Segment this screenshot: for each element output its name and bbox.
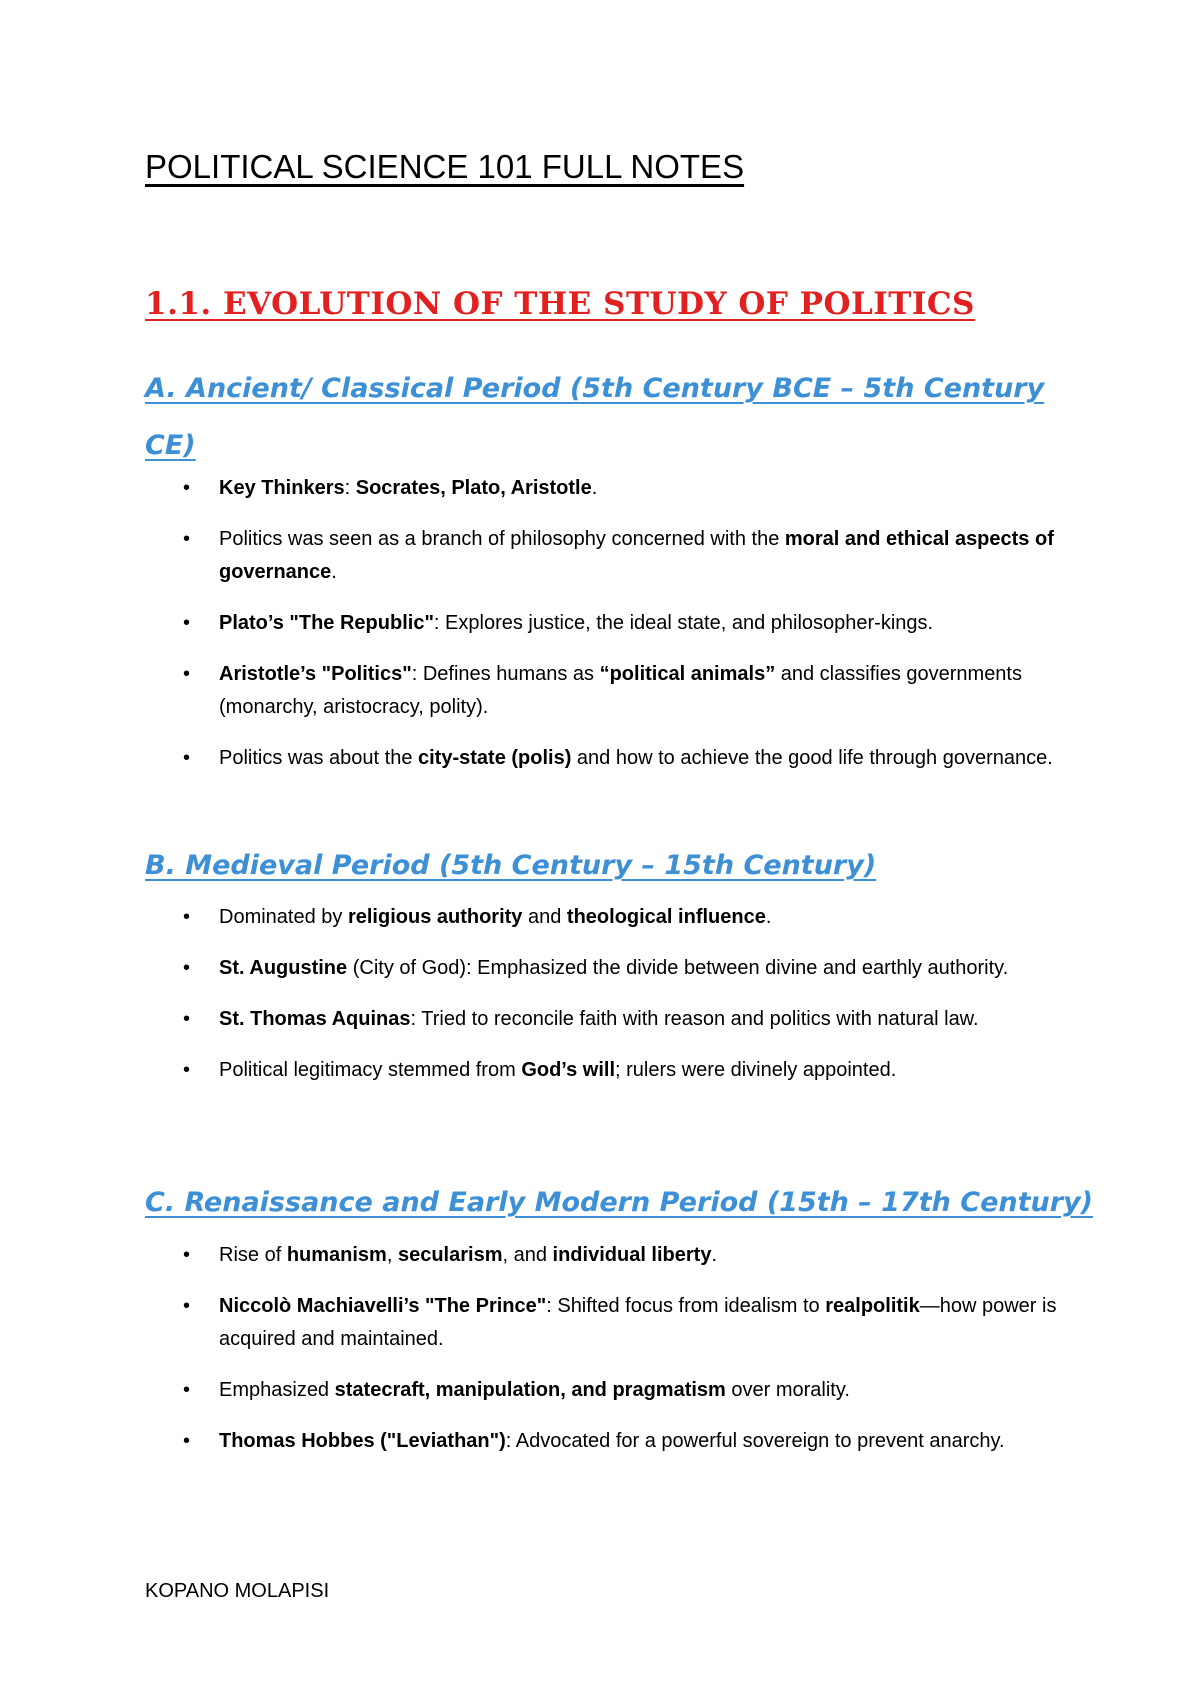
bullet-bold-text: St. Thomas Aquinas xyxy=(219,1008,411,1030)
bullet-text: . xyxy=(331,561,337,583)
bullet-item xyxy=(0,1239,1069,1272)
bullet-bold-text: Niccolò Machiavelli’s "The Prince" xyxy=(219,1295,547,1317)
bullet-bold-text: statecraft, manipulation, and pragmatism xyxy=(334,1379,726,1401)
bullet-bold-text: religious authority xyxy=(347,906,523,928)
bullet-dot-icon: • xyxy=(183,1430,191,1452)
bullet-item xyxy=(0,1003,1069,1036)
bullet-dot-icon: • xyxy=(183,477,191,499)
bullet-bold-text: “political animals” xyxy=(599,663,776,685)
bullet-bold-text: humanism xyxy=(286,1244,387,1266)
bullet-bold-text: moral and ethical aspects of governance xyxy=(219,528,1054,583)
bullet-text: . xyxy=(711,1244,718,1266)
bullet-item xyxy=(0,472,1069,505)
bullet-dot-icon: • xyxy=(183,1008,191,1030)
bullet-bold-text: realpolitik xyxy=(825,1295,920,1317)
bullet-text: Political legitimacy stemmed from xyxy=(219,1059,522,1081)
bullet-text: : Advocated for a powerful sovereign to prevent anarchy. xyxy=(505,1430,1005,1452)
bullet-text: . xyxy=(591,477,598,499)
bullet-dot-icon: • xyxy=(183,1379,191,1401)
bullet-item xyxy=(0,658,1069,724)
bullet-dot-icon: • xyxy=(183,1244,191,1266)
bullet-text: (City of God): Emphasized the divide between divine and earthly authority. xyxy=(347,957,1009,979)
bullet-dot-icon: • xyxy=(183,663,191,685)
bullet-text: Rise of xyxy=(219,1244,287,1266)
section-heading: 1.1. EVOLUTION OF THE STUDY OF POLITICS xyxy=(145,286,975,322)
bullet-bold-text: Aristotle’s "Politics" xyxy=(219,663,412,685)
bullet-text: : xyxy=(344,477,356,499)
bullet-item xyxy=(0,1425,1069,1458)
bullet-text: and how to achieve the good life through governance. xyxy=(571,747,1053,769)
bullet-bold-text: Key Thinkers xyxy=(219,477,345,499)
bullet-dot-icon: • xyxy=(183,906,191,928)
bullet-text: : Defines humans as xyxy=(411,663,600,685)
bullet-list-renaissance xyxy=(0,1239,1200,1476)
document-title: POLITICAL SCIENCE 101 FULL NOTES xyxy=(145,148,745,185)
subsection-heading-ancient: A. Ancient/ Classical Period (5th Century BCE – 5th Century CE) xyxy=(145,373,1045,461)
bullet-text: , and xyxy=(502,1244,553,1266)
bullet-text: Politics was seen as a branch of philosophy concerned with the xyxy=(219,528,785,550)
bullet-bold-text: Plato’s "The Republic" xyxy=(219,612,434,634)
bullet-dot-icon: • xyxy=(183,957,191,979)
bullet-text: —how power is acquired and maintained. xyxy=(219,1295,1057,1350)
bullet-bold-text: Socrates, Plato, Aristotle xyxy=(355,477,592,499)
bullet-text: ; rulers were divinely appointed. xyxy=(615,1059,897,1081)
bullet-text: . xyxy=(765,906,772,928)
bullet-bold-text: city-state (polis) xyxy=(418,747,572,769)
subsection-heading-renaissance: C. Renaissance and Early Modern Period (15th – 17th Century) xyxy=(145,1187,1094,1218)
bullet-item xyxy=(0,523,1069,589)
bullet-dot-icon: • xyxy=(183,1059,191,1081)
bullet-bold-text: Thomas Hobbes ("Leviathan") xyxy=(219,1430,506,1452)
bullet-item xyxy=(0,607,1069,640)
bullet-item xyxy=(0,1290,1069,1356)
bullet-list-medieval xyxy=(0,901,1200,1105)
bullet-text: : Tried to reconcile faith with reason and politics with natural law. xyxy=(410,1008,979,1030)
bullet-text: and classifies governments (monarchy, aristocracy, polity). xyxy=(219,663,1022,718)
bullet-list-ancient xyxy=(0,472,1200,793)
bullet-text: : Explores justice, the ideal state, and philosopher-kings. xyxy=(433,612,934,634)
bullet-bold-text: St. Augustine xyxy=(219,957,348,979)
bullet-text: and xyxy=(522,906,567,928)
page-footer-author: KOPANO MOLAPISI xyxy=(145,1580,330,1602)
bullet-text: , xyxy=(386,1244,398,1266)
bullet-bold-text: God’s will xyxy=(521,1059,616,1081)
bullet-bold-text: secularism xyxy=(397,1244,503,1266)
bullet-bold-text: theological influence xyxy=(566,906,766,928)
bullet-dot-icon: • xyxy=(183,612,191,634)
bullet-text: over morality. xyxy=(725,1379,850,1401)
bullet-text: : Shifted focus from idealism to xyxy=(546,1295,826,1317)
bullet-dot-icon: • xyxy=(183,528,191,550)
bullet-text: Dominated by xyxy=(219,906,348,928)
bullet-dot-icon: • xyxy=(183,1295,191,1317)
bullet-item xyxy=(0,901,1069,934)
bullet-text: Politics was about the xyxy=(219,747,418,769)
bullet-item xyxy=(0,742,1069,775)
bullet-dot-icon: • xyxy=(183,747,191,769)
bullet-bold-text: individual liberty xyxy=(552,1244,712,1266)
subsection-heading-medieval: B. Medieval Period (5th Century – 15th Century) xyxy=(145,850,877,881)
bullet-item xyxy=(0,952,1069,985)
bullet-text: Emphasized xyxy=(219,1379,335,1401)
bullet-item xyxy=(0,1374,1069,1407)
bullet-item xyxy=(0,1054,1069,1087)
